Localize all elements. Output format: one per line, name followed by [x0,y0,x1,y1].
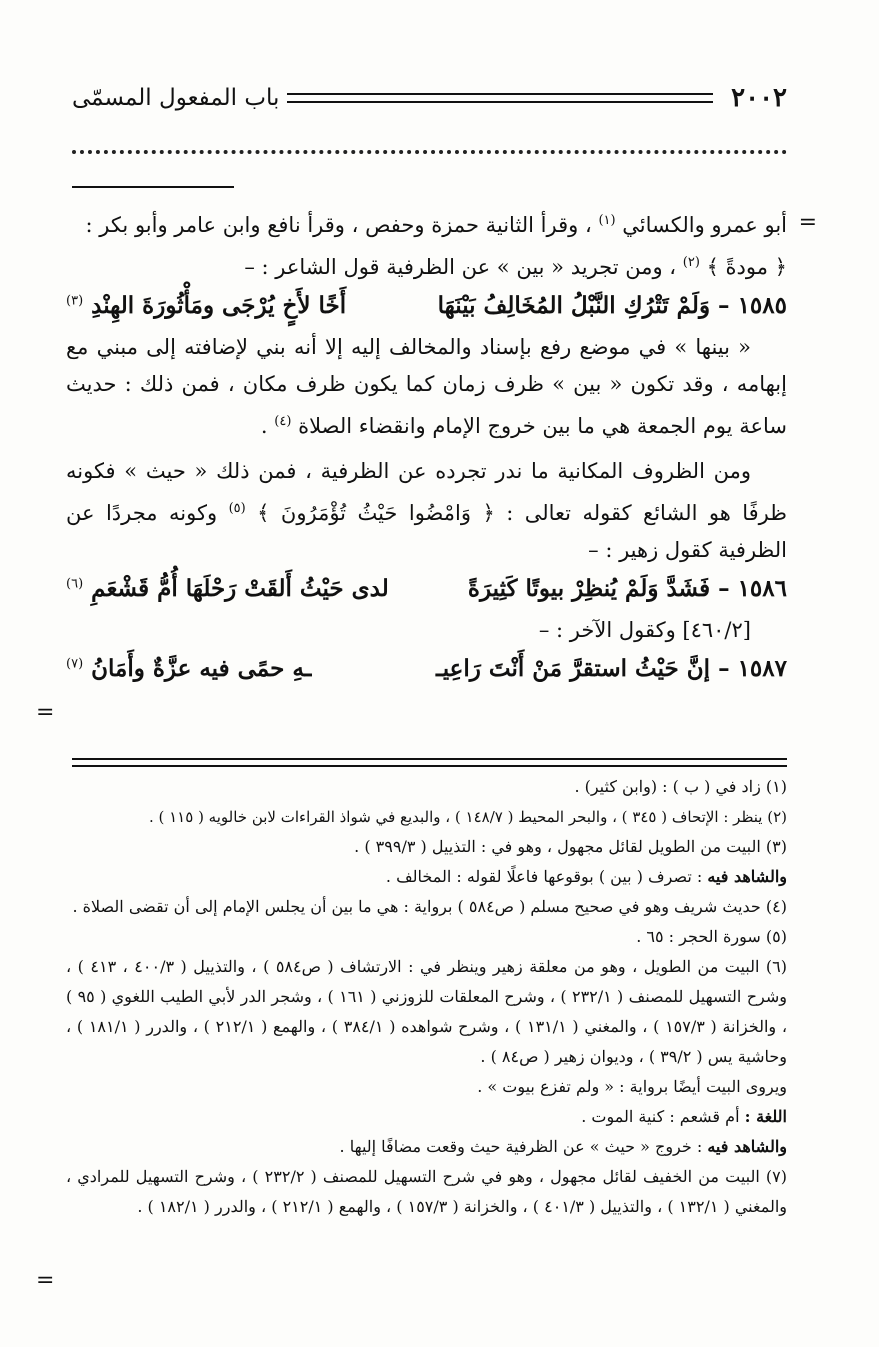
footnote-6-shahid: والشاهد فيه : خروج « حيث » عن الظرفية حيث وقعت مضافًا إليها . [339,1137,787,1156]
footnote-7: (٧) البيت من الخفيف لقائل مجهول ، وهو في شرح التسهيل للمصنف ( ٢٣٢/٢ ) ، وشرح التسهيل للمرادي ، والمغني ( ١٣٢/١ ) ، والتذييل ( ٤٠١/٣ ) ، والخزانة ( ١٥٧/٣ ) ، والهمع ( ٢١٢/١ ) ، والدرر ( ١٨٢/١ ) . [66,1167,787,1216]
footnote-ref-6[interactable]: (٦) [66,576,84,592]
verse-1586-second-hemistich: لدى حَيْثُ أَلقَتْ رَحْلَهَا أُمُّ قَشْعَمِ $^{(٦)}$ [66,575,389,602]
footnote-1: (١) زاد في ( ب ) : (وابن كثير) . [574,777,787,796]
footnote-4: (٤) حديث شريف وهو في صحيح مسلم ( ص٥٨٤ ) برواية : هي ما بين أن يجلس الإمام إلى أن تقضى الصلاة . [72,897,787,916]
footnotes [66,772,787,1222]
verse-1586 [66,575,787,602]
verse-1586-first-hemistich: ١٥٨٦ – فَشَدَّ وَلَمْ يُنظِرْ بيوتًا كَثِيرَةً [467,575,787,602]
verse-1587 [66,655,787,682]
footnote-3: (٣) البيت من الطويل لقائل مجهول ، وهو في : التذييل ( ٣٩٩/٣ ) . [354,837,787,856]
paragraph-3: ومن الظروف المكانية ما ندر تجرده عن الظرفية ، فمن ذلك « حيث » فكونه ظرفًا هو الشائع كقوله تعالى : ﴿ وَامْضُوا حَيْثُ تُؤْمَرُونَ ﴾ $^{(٥)}$ وكونه مجردًا عن الظرفية كقول زهير : – [66,459,787,562]
footnote-3-shahid: والشاهد فيه : تصرف ( بين ) بوقوعها فاعلًا لقوله : المخالف . [385,867,787,886]
verse-1587-first-hemistich: ١٥٨٧ – إنَّ حَيْثُ استقرَّ مَنْ أَنْتَ رَاعِيـ [435,655,787,682]
main-text [66,202,787,692]
page-number: ٢٠٠٢ [731,83,787,113]
footnote-ref-7[interactable]: (٧) [66,656,84,672]
footnote-6: (٦) البيت من الطويل ، وهو من معلقة زهير وينظر في : الارتشاف ( ص٥٨٤ ) ، والتذييل ( ٤٠٠/٣ ، ٤١٣ ) ، وشرح التسهيل للمصنف ( ٢٣٢/١ ) ، وشرح المعلقات للزوزني ( ١٦١ ) ، وشجر الدر لأبي الطيب اللغوي ( ٩٥ ) ، والخزانة ( ١٥٧/٣ ) ، والمغني ( ١٣١/١ ) ، وشرح شواهده ( ٣٨٤/١ ) ، والهمع ( ٢١٢/١ ) ، والدرر ( ١٨١/١ ) ، وحاشية يس ( ٣٩/٢ ) ، وديوان زهير ( ص٨٤ ) . [66,957,788,1066]
continuation-mark-verse: = [36,700,55,725]
continuation-rule [72,186,234,188]
footnote-5: (٥) سورة الحجر : ٦٥ . [636,927,787,946]
footnote-separator [72,758,787,767]
paragraph-1-line-2: ﴿ مودةً ﴾ $^{(٢)}$ ، ومن تجريد « بين » عن الظرفية قول الشاعر : – [244,255,787,279]
continuation-mark-top: = [798,210,817,235]
footnote-ref-2[interactable]: (٢) [682,255,700,270]
verse-1585-first-hemistich: ١٥٨٥ – وَلَمْ تَتْرُكِ النَّبْلُ المُخَالِفُ بَيْنَهَا [437,292,787,319]
chapter-title: باب المفعول المسمّى [72,85,280,111]
footnote-6-variant: ويروى البيت أيضًا برواية : « ولم تفزع بيوت » . [477,1077,787,1096]
verse-1585-second-hemistich: أَخًا لأَخٍ يُرْجَى ومَأْثُورَةَ الهِنْدِ $^{(٣)}$ [66,292,347,319]
paragraph-4: [٤٦٠/٢] وكقول الآخر : – [538,618,751,642]
continuation-mark-bottom: = [36,1268,55,1293]
page-header [72,78,787,118]
footnote-2: (٢) ينظر : الإتحاف ( ٣٤٥ ) ، والبحر المحيط ( ١٤٨/٧ ) ، والبديع في شواذ القراءات لابن خالويه ( ١١٥ ) . [148,808,787,826]
footnote-ref-1[interactable]: (١) [598,213,616,228]
header-rule [287,93,713,103]
footnote-ref-3[interactable]: (٣) [66,293,84,309]
paragraph-2: « بينها » في موضع رفع بإسناد والمخالف إليه إلا أنه بني لإضافته إلى مبني مع إبهامه ، وقد تكون « بين » ظرف زمان كما يكون ظرف مكان ، فمن ذلك : حديث ساعة يوم الجمعة هي ما بين خروج الإمام وانقضاء الصلاة $^{(٤)}$ . [66,335,787,438]
dotted-separator [72,140,787,154]
footnote-6-lugha: اللغة : أم قشعم : كنية الموت . [581,1107,787,1126]
paragraph-1-line-1: أبو عمرو والكسائي $^{(١)}$ ، وقرأ الثانية حمزة وحفص ، وقرأ نافع وابن عامر وأبو بكر : [85,213,787,237]
verse-1585 [66,292,787,319]
footnote-ref-5[interactable]: (٥) [228,501,246,516]
footnote-ref-4[interactable]: (٤) [274,414,292,429]
verse-1587-second-hemistich: ـهِ حمًى فيه عزَّةٌ وأَمَانُ $^{(٧)}$ [66,655,312,682]
